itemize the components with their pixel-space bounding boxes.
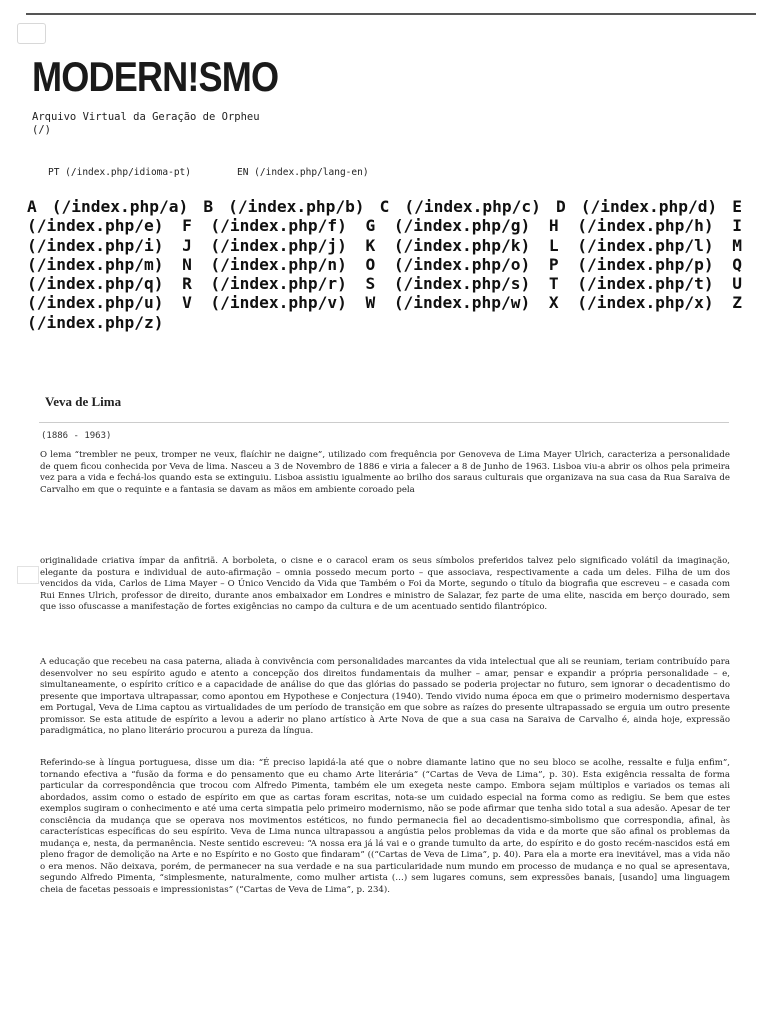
article-paragraph-1: O lema “trembler ne peux, tromper ne veux, flaíchir ne daigne”, utilizado com frequência por Genoveva de Lima Mayer Ulrich, caracteriza a personalidade de quem ficou conhecida por Veva de lima. Nasceu a 3 de Novembro de 1886 e viria a falecer a 8 de Junho de 1963. Lisboa viu-a abrir os olhos pela primeira vez para a vida e fechá-los quando esta se extinguiu. Lisboa assistiu igualmente ao brilho dos saraus culturais que organizava na sua casa da Rua Saraiva de Carvalho em que o requinte e a fantasia se davam as mãos em ambiente coroado pela	[40, 450, 730, 495]
alpha-link-h[interactable]: H (/index.php/h)	[548, 216, 714, 236]
alpha-link-k[interactable]: K (/index.php/k)	[365, 235, 531, 255]
alpha-link-n[interactable]: N (/index.php/n)	[182, 254, 347, 274]
alpha-link-s[interactable]: S (/index.php/s)	[365, 274, 531, 294]
menu-toggle-button[interactable]	[17, 23, 46, 44]
alpha-link-j[interactable]: J (/index.php/j)	[182, 235, 347, 255]
article-paragraph-4: Referindo-se à língua portuguesa, disse um dia: “É preciso lapidá-la até que o nobre diamante latino que no seu bloco se acolhe, ressalte e fulja enfim”, tornando efectiva a “fusão da forma e do pensamento que eu chamo Arte literária” (“Cartas de Veva de Lima”, p. 30). Esta exigência ressalta de forma particular da correspondência que trocou com Alfredo Pimenta, também ele um exegeta neste campo. Embora sejam múltiplos e variados os temas ali abordados, assim como o estado de espírito em que as cartas foram escritas, nota-se um cuidado especial na forma como as redigiu. Se bem que estes exemplos sugiram o conhecimento e até uma certa simpatia pelo primeiro modernismo, não se pode afirmar que tenha sido total a sua adesão. Apesar de ter consciência da mudança que se operava nos movimentos estéticos, no fundo permanecia fiel ao decadentismo-simbolismo que correspondia, afinal, às características específicas do seu espírito. Veva de Lima nunca ultrapassou a angústia pelos problemas da vida e da morte que são afinal os problemas da mudança e, nesta, da permanência. Neste sentido escreveu: “A nossa era já lá vai e o grande tumulto da arte, do espírito e do gosto recém-nascidos está em pleno fragor de demolição na Arte e no Espírito e no Gosto que findaram” ((“Cartas de Veva de Lima”, p. 40). Para ela a morte era inevitável, mas a vida não o era menos. Não deixava, porém, de permanecer na sua verdade e na sua particularidade num mundo em processo de mudança e no qual se apresentava, segundo Alfredo Pimenta, “simplesmente, naturalmente, como mulher artista (…) sem lugares comuns, sem expressões banais, [usando] uma linguagem cheia de facetas pessoais e impressionistas” (“Cartas de Veva de Lima”, p. 234).	[40, 758, 730, 895]
alphabet-index	[27, 197, 742, 332]
alpha-link-a[interactable]: A (/index.php/a)	[27, 197, 189, 216]
site-logo[interactable]: MODERN!SMO	[32, 53, 279, 100]
article-title: Veva de Lima	[45, 394, 122, 409]
alpha-link-o[interactable]: O (/index.php/o)	[365, 254, 531, 274]
alpha-link-e[interactable]: E (/index.php/e)	[27, 197, 742, 236]
side-scroll-widget[interactable]	[17, 566, 39, 584]
alpha-link-l[interactable]: L (/index.php/l)	[548, 235, 714, 255]
lang-en-link[interactable]: EN (/index.php/lang-en)	[237, 167, 369, 178]
alpha-link-i[interactable]: I (/index.php/i)	[27, 216, 743, 255]
alpha-link-c[interactable]: C (/index.php/c)	[379, 197, 541, 216]
article-dates: (1886 - 1963)	[41, 431, 112, 441]
alpha-link-u[interactable]: U (/index.php/u)	[27, 274, 743, 313]
language-switcher	[48, 167, 369, 178]
lang-pt-link[interactable]: PT (/index.php/idioma-pt)	[48, 167, 191, 178]
alpha-link-t[interactable]: T (/index.php/t)	[548, 274, 714, 294]
alpha-link-p[interactable]: P (/index.php/p)	[548, 254, 714, 274]
alpha-link-x[interactable]: X (/index.php/x)	[548, 293, 714, 313]
alpha-link-q[interactable]: Q (/index.php/q)	[27, 254, 743, 294]
alpha-link-f[interactable]: F (/index.php/f)	[182, 216, 347, 236]
article-paragraph-2: originalidade criativa ímpar da anfitriã. A borboleta, o cisne e o caracol eram os seus símbolos preferidos talvez pelo significado volátil da imaginação, elegante da postura e individual de auto-afirmação – omnia possedo mecum porto – que associava, respectivamente a cada um deles. Filha de um dos vencidos da vida, Carlos de Lima Mayer – O Único Vencido da Vida que Também o Foi da Morte, segundo o título da biografia que escreveu – e casada com Rui Ennes Ulrich, professor de direito, durante anos embaixador em Londres e ministro de Salazar, fez parte de uma elite, nascida em berço dourado, sem que isso ofuscasse a manifestação de fortes exigências no campo da cultura e de um acentuado sentido filantrópico.	[40, 556, 730, 612]
home-link[interactable]: (/)	[32, 124, 51, 136]
alpha-link-v[interactable]: V (/index.php/v)	[182, 293, 347, 313]
title-divider	[39, 422, 729, 423]
alpha-link-b[interactable]: B (/index.php/b)	[203, 197, 365, 216]
alpha-link-d[interactable]: D (/index.php/d)	[555, 197, 718, 216]
top-divider	[26, 13, 756, 15]
site-tagline	[32, 111, 260, 137]
article-paragraph-3: A educação que recebeu na casa paterna, aliada à convivência com personalidades marcantes da vida intelectual que ali se reuniam, teriam contribuído para desenvolver no seu espírito agudo e atento a concepção dos direitos fundamentais da mulher – amar, pensar e expandir a própria personalidade – e, simultaneamente, o espírito crítico e a capacidade de análise do que das glórias do passado se poderia projectar no futuro, sem ignorar o decadentismo do presente que importava ultrapassar, como apontou em Hypothese e Conjectura (1940). Tendo vivido numa época em que o primeiro modernismo despertava em Portugal, Veva de Lima captou as virtualidades de um período de transição em que sobre as raízes do presente ultrapassado se erguia um outro presente promissor. Se esta atitude de espírito a levou a aderir no plano artístico à Arte Nova de que a sua casa na Saraiva de Carvalho é, ainda hoje, expressão paradigmática, no plano literário procurou a pureza da língua.	[40, 657, 730, 736]
alpha-link-r[interactable]: R (/index.php/r)	[182, 274, 347, 294]
alpha-link-z[interactable]: Z (/index.php/z)	[27, 293, 743, 332]
alpha-link-m[interactable]: M (/index.php/m)	[27, 235, 743, 274]
alpha-link-w[interactable]: W (/index.php/w)	[365, 293, 531, 313]
alpha-link-g[interactable]: G (/index.php/g)	[365, 216, 531, 236]
tagline-text: Arquivo Virtual da Geração de Orpheu	[32, 111, 260, 123]
